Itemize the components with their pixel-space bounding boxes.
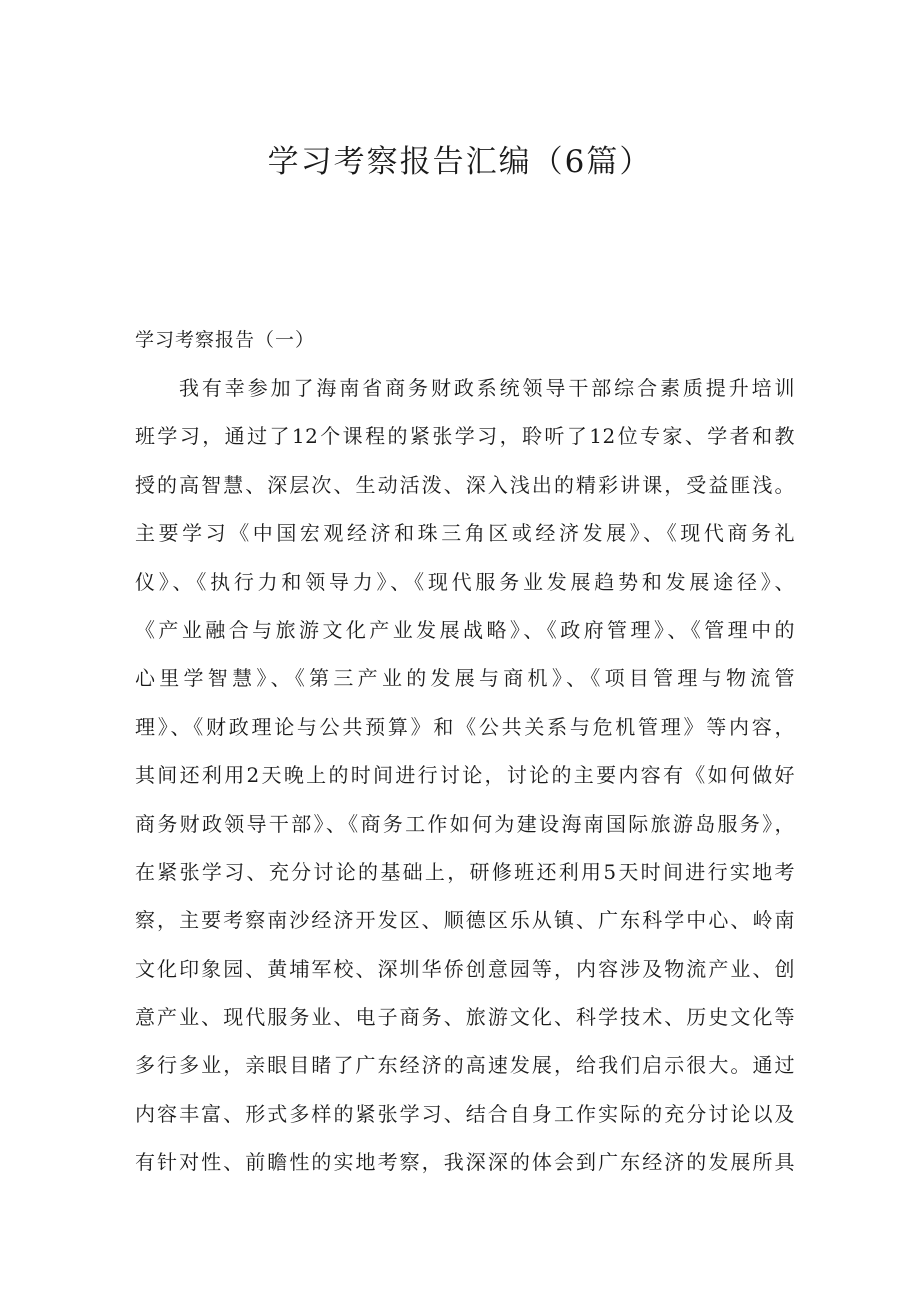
body-line: 仪》、《执行力和领导力》、《现代服务业发展趋势和发展途径》、: [135, 569, 795, 594]
body-line: 心里学智慧》、《第三产业的发展与商机》、《项目管理与物流管: [135, 666, 795, 691]
body-line: 《产业融合与旅游文化产业发展战略》、《政府管理》、《管理中的: [135, 617, 795, 642]
body-line: 有针对性、前瞻性的实地考察，我深深的体会到广东经济的发展所具: [135, 1150, 795, 1175]
body-line: 意产业、现代服务业、电子商务、旅游文化、科学技术、历史文化等: [135, 1005, 795, 1030]
body-line: 理》、《财政理论与公共预算》和《公共关系与危机管理》等内容，: [135, 714, 795, 739]
body-text: [135, 368, 795, 1191]
body-line: 我有幸参加了海南省商务财政系统领导干部综合素质提升培训: [179, 376, 795, 400]
section-heading: 学习考察报告（一）: [135, 329, 316, 351]
body-line: 多行多业，亲眼目睹了广东经济的高速发展，给我们启示很大。通过: [135, 1053, 795, 1078]
body-line: 其间还利用2天晚上的时间进行讨论，讨论的主要内容有《如何做好: [135, 763, 795, 788]
body-line: 班学习，通过了12个课程的紧张学习，聆听了12位专家、学者和教: [135, 424, 795, 449]
document-title: 学习考察报告汇编（6篇）: [267, 144, 653, 180]
body-line: 授的高智慧、深层次、生动活泼、深入浅出的精彩讲课，受益匪浅。: [135, 472, 795, 497]
body-line: 内容丰富、形式多样的紧张学习、结合自身工作实际的充分讨论以及: [135, 1101, 795, 1126]
body-line: 察，主要考察南沙经济开发区、顺德区乐从镇、广东科学中心、岭南: [135, 908, 795, 933]
body-line: 文化印象园、黄埔军校、深圳华侨创意园等，内容涉及物流产业、创: [135, 956, 795, 981]
body-line: 主要学习《中国宏观经济和珠三角区或经济发展》、《现代商务礼: [135, 521, 795, 546]
body-line: 商务财政领导干部》、《商务工作如何为建设海南国际旅游岛服务》，: [135, 811, 795, 836]
body-line: 在紧张学习、充分讨论的基础上，研修班还利用5天时间进行实地考: [135, 859, 795, 884]
